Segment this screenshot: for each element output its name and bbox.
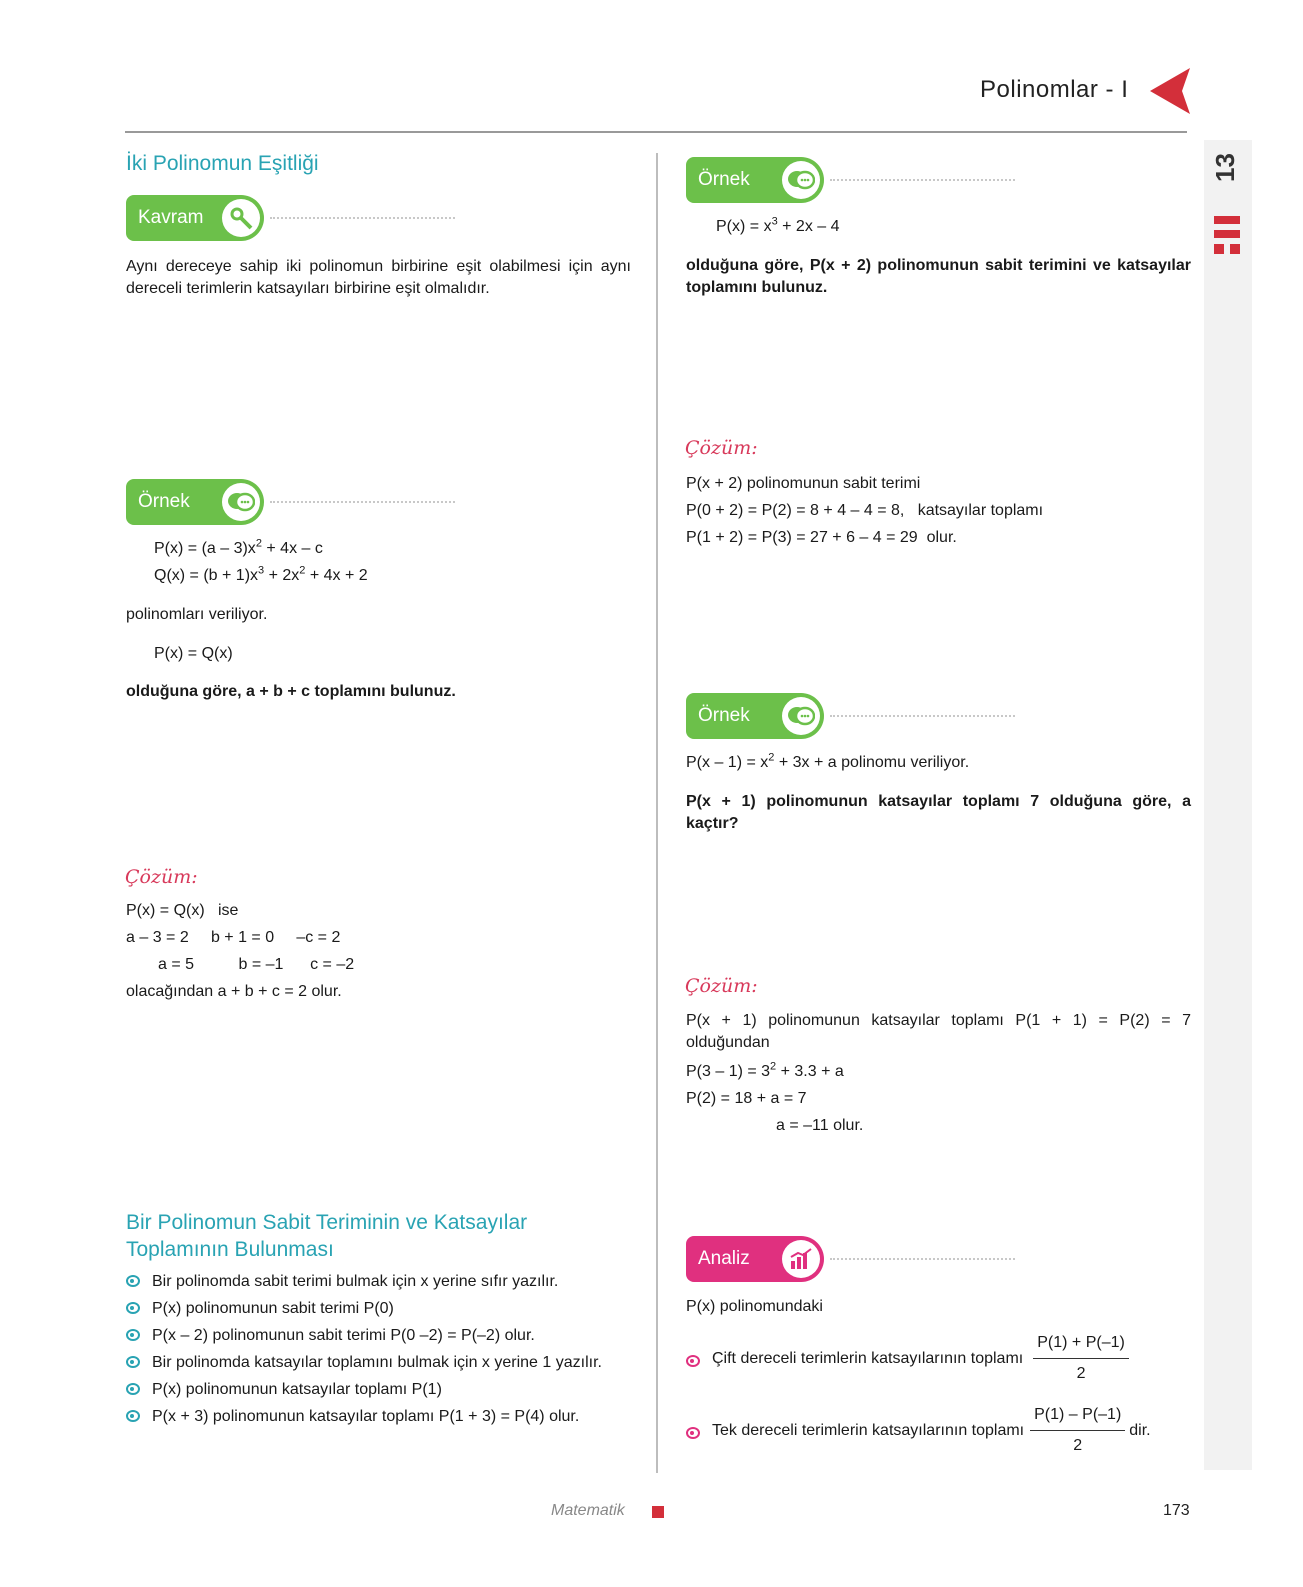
list-item-text: P(x + 3) polinomunun katsayılar toplamı P(1 + 3) = P(4) olur.	[152, 1408, 580, 1425]
cozum1-line: olacağından a + b + c = 2 olur.	[126, 983, 342, 1000]
bullet-icon	[126, 1383, 140, 1395]
bar-chart-icon	[782, 1240, 820, 1278]
fasikul-logo-icon	[1214, 216, 1240, 256]
list-item	[126, 1406, 631, 1428]
math-text: Q(x) = (b + 1)x	[154, 567, 259, 584]
math-text: + 2x	[264, 567, 300, 584]
side-tab-number: 13	[1210, 153, 1240, 182]
badge-dotted-line	[830, 179, 1015, 181]
ornek-badge-1	[126, 479, 455, 525]
kavram-label: Kavram	[138, 207, 204, 228]
cozum2-line: P(1 + 2) = P(3) = 27 + 6 – 4 = 29 olur.	[686, 529, 957, 546]
ornek2-equation	[716, 216, 840, 238]
speech-bubbles-icon	[782, 697, 820, 735]
cozum2-line: P(x + 2) polinomunun sabit terimi	[686, 475, 921, 492]
section-title-equality: İki Polinomun Eşitliği	[126, 152, 319, 175]
analiz-item-1	[686, 1332, 1129, 1385]
list-item	[126, 1298, 631, 1320]
exponent: 3	[258, 564, 265, 577]
ornek1-equation: P(x) = Q(x)	[154, 645, 233, 662]
exponent: 3	[771, 215, 778, 228]
cozum1-line: a = 5 b = –1 c = –2	[158, 956, 355, 973]
cozum-label-2: Çözüm:	[685, 437, 758, 459]
ornek-badge-3	[686, 693, 1015, 739]
section-title-line: Bir Polinomun Sabit Teriminin ve Katsayılar	[126, 1211, 528, 1234]
badge-dotted-line	[270, 217, 455, 219]
kavram-badge	[126, 195, 455, 241]
analiz-item-2	[686, 1404, 1151, 1457]
list-item	[126, 1352, 631, 1374]
side-strip	[1204, 140, 1252, 1470]
cozum-label-1: Çözüm:	[125, 866, 198, 888]
chapter-arrow-icon	[1150, 68, 1190, 114]
bullet-icon	[126, 1275, 140, 1287]
bullet-icon	[126, 1302, 140, 1314]
analiz-item-text: Tek dereceli terimlerin katsayılarının toplamı	[712, 1421, 1025, 1439]
analiz-item-suffix: dir.	[1129, 1421, 1151, 1439]
section-title-line: Toplamının Bulunması	[126, 1238, 334, 1261]
speech-bubbles-icon	[222, 483, 260, 521]
footer-subject: Matematik	[551, 1502, 625, 1519]
ornek-label: Örnek	[698, 705, 750, 726]
list-item	[126, 1325, 631, 1347]
ornek1-q-definition	[154, 565, 368, 587]
column-divider	[656, 153, 658, 1473]
ornek-label: Örnek	[138, 491, 190, 512]
math-text: + 3x + a polinomu veriliyor.	[774, 754, 970, 771]
cozum3-line: P(2) = 18 + a = 7	[686, 1090, 807, 1107]
chapter-title: Polinomlar - I	[980, 76, 1129, 103]
fraction-denominator: 2	[1076, 1365, 1086, 1382]
list-item-text: Bir polinomda sabit terimi bulmak için x yerine sıfır yazılır.	[152, 1273, 559, 1290]
bullet-icon	[126, 1410, 140, 1422]
bullet-icon	[126, 1329, 140, 1341]
fraction-numerator: P(1) + P(–1)	[1033, 1332, 1129, 1359]
analiz-intro: P(x) polinomundaki	[686, 1298, 823, 1315]
cozum1-line: P(x) = Q(x) ise	[126, 902, 239, 919]
math-text: P(x) = (a – 3)x	[154, 540, 256, 557]
fraction	[1033, 1332, 1129, 1385]
list-item-text: P(x – 2) polinomunun sabit terimi P(0 –2) = P(–2) olur.	[152, 1327, 535, 1344]
ornek2-question: olduğuna göre, P(x + 2) polinomunun sabit terimini ve katsayılar toplamını bulunuz.	[686, 257, 1191, 296]
exponent: 2	[255, 537, 262, 550]
ornek3-question: P(x + 1) polinomunun katsayılar toplamı 7 olduğuna göre, a kaçtır?	[686, 793, 1191, 832]
kavram-text: Aynı dereceye sahip iki polinomun birbirine eşit olabilmesi için aynı dereceli terimlerin katsayıları birbirine eşit olmalıdır.	[126, 258, 631, 297]
header-divider	[125, 131, 1187, 133]
speech-bubbles-icon	[782, 161, 820, 199]
cozum3-line	[686, 1061, 844, 1083]
fraction	[1030, 1404, 1125, 1457]
footer-square-icon	[652, 1506, 664, 1518]
cozum1-line: a – 3 = 2 b + 1 = 0 –c = 2	[126, 929, 341, 946]
bullet-icon	[686, 1355, 700, 1367]
math-text: P(x – 1) = x	[686, 754, 769, 771]
list-item	[126, 1379, 631, 1401]
fraction-numerator: P(1) – P(–1)	[1030, 1404, 1125, 1431]
analiz-badge	[686, 1236, 1015, 1282]
cozum-label-3: Çözüm:	[685, 975, 758, 997]
exponent: 2	[768, 751, 775, 764]
page-number: 173	[1163, 1502, 1190, 1519]
side-tab	[1206, 150, 1250, 260]
ornek1-given: polinomları veriliyor.	[126, 606, 268, 623]
badge-dotted-line	[830, 715, 1015, 717]
cozum3-line: P(x + 1) polinomunun katsayılar toplamı P(1 + 1) = P(2) = 7 olduğundan	[686, 1012, 1191, 1051]
ornek1-p-definition	[154, 538, 323, 560]
list-item	[126, 1271, 631, 1293]
ornek1-question: olduğuna göre, a + b + c toplamını bulunuz.	[126, 683, 456, 700]
tools-icon	[222, 199, 260, 237]
ornek-label: Örnek	[698, 169, 750, 190]
fraction-denominator: 2	[1073, 1437, 1083, 1454]
math-text: P(3 – 1) = 3	[686, 1063, 771, 1080]
badge-dotted-line	[270, 501, 455, 503]
ornek3-equation	[686, 752, 969, 774]
list-item-text: P(x) polinomunun katsayılar toplamı P(1)	[152, 1381, 442, 1398]
math-text: P(x) = x	[716, 218, 772, 235]
exponent: 2	[770, 1060, 777, 1073]
bullet-icon	[126, 1356, 140, 1368]
math-text: + 3.3 + a	[776, 1063, 844, 1080]
badge-dotted-line	[830, 1258, 1015, 1260]
bullet-icon	[686, 1427, 700, 1439]
cozum2-line: P(0 + 2) = P(2) = 8 + 4 – 4 = 8, katsayılar toplamı	[686, 502, 1044, 519]
list-item-text: Bir polinomda katsayılar toplamını bulmak için x yerine 1 yazılır.	[152, 1354, 602, 1371]
section-title-constant-term	[126, 1209, 527, 1263]
math-text: + 2x – 4	[777, 218, 840, 235]
rules-list	[126, 1271, 631, 1428]
ornek-badge-2	[686, 157, 1015, 203]
analiz-item-text: Çift dereceli terimlerin katsayılarının toplamı	[712, 1349, 1024, 1367]
cozum3-line: a = –11 olur.	[776, 1117, 864, 1134]
math-text: + 4x + 2	[305, 567, 368, 584]
list-item-text: P(x) polinomunun sabit terimi P(0)	[152, 1300, 394, 1317]
analiz-label: Analiz	[698, 1248, 750, 1269]
math-text: + 4x – c	[261, 540, 323, 557]
exponent: 2	[299, 564, 306, 577]
